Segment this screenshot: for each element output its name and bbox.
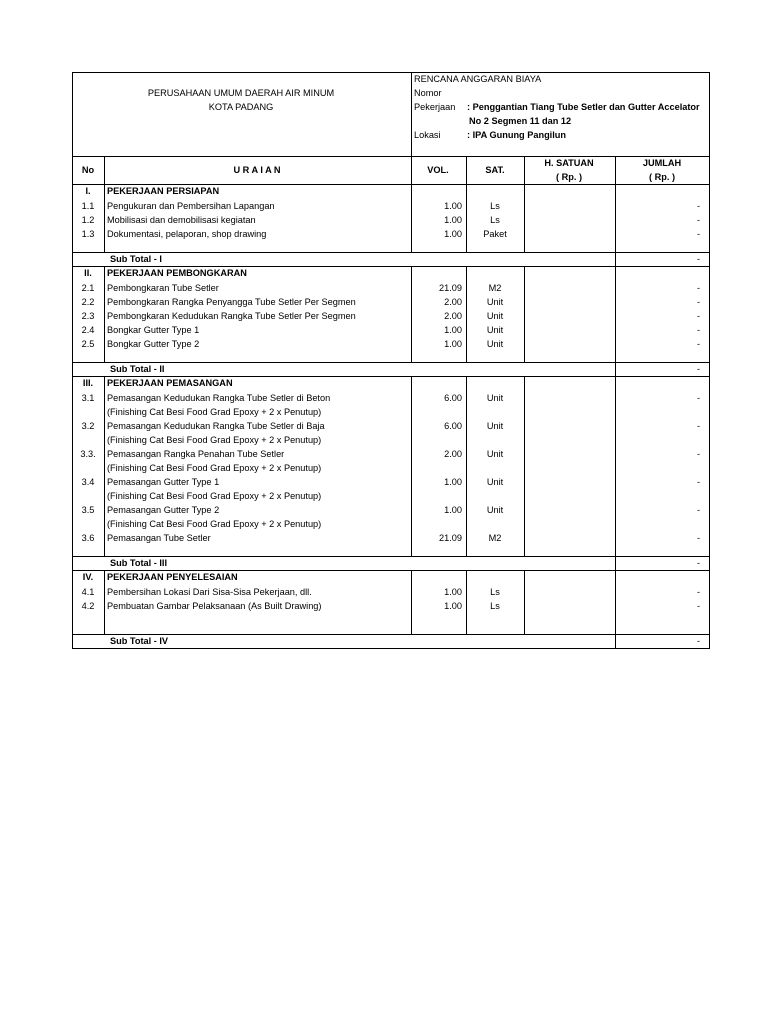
item-volume: 21.09 — [439, 533, 462, 543]
header-divider — [411, 72, 412, 156]
item-description: Pemasangan Gutter Type 2 — [107, 505, 220, 515]
item-description: Pemasangan Tube Setler — [107, 533, 211, 543]
item-unit: Unit — [486, 325, 504, 335]
col-divider-vol — [411, 571, 412, 634]
subtotal-label: Sub Total - II — [110, 364, 165, 374]
item-amount: - — [696, 421, 700, 431]
item-volume: 2.00 — [444, 449, 462, 459]
item-number: 2.1 — [81, 283, 95, 293]
item-description: Pengukuran dan Pembersihan Lapangan — [107, 201, 275, 211]
item-volume: 1.00 — [444, 339, 462, 349]
col-divider-no — [104, 571, 105, 634]
column-header-hsatuan: H. SATUAN — [544, 158, 594, 168]
section-title: PEKERJAAN PENYELESAIAN — [107, 572, 238, 582]
header-bottom-rule — [72, 156, 709, 157]
item-number: 3.1 — [81, 393, 95, 403]
document-title: RENCANA ANGGARAN BIAYA — [414, 74, 542, 84]
col-divider-sat — [466, 377, 467, 556]
pekerjaan-value-line2: No 2 Segmen 11 dan 12 — [469, 116, 572, 126]
item-number: 3.6 — [81, 533, 95, 543]
column-header-vol: VOL. — [427, 165, 449, 175]
subtotal-divider — [615, 362, 616, 376]
company-name: PERUSAHAAN UMUM DAERAH AIR MINUM — [147, 88, 335, 98]
item-amount: - — [696, 283, 700, 293]
item-description: Pemasangan Kedudukan Rangka Tube Setler di Beton — [107, 393, 331, 403]
item-note: (Finishing Cat Besi Food Grad Epoxy + 2 x Penutup) — [107, 463, 322, 473]
col-divider-sat — [466, 571, 467, 634]
item-unit: Unit — [486, 311, 504, 321]
item-volume: 6.00 — [444, 421, 462, 431]
item-unit: Ls — [490, 201, 500, 211]
item-unit: M2 — [488, 533, 502, 543]
item-number: 3.4 — [81, 477, 95, 487]
item-number: 3.5 — [81, 505, 95, 515]
item-unit: Unit — [486, 505, 504, 515]
col-divider-vol — [411, 267, 412, 362]
item-amount: - — [696, 311, 700, 321]
table-border-bottom — [72, 648, 710, 649]
item-unit: Ls — [490, 601, 500, 611]
item-amount: - — [696, 393, 700, 403]
item-description: Pembongkaran Rangka Penyangga Tube Setler Per Segmen — [107, 297, 356, 307]
subtotal-label: Sub Total - IV — [110, 636, 169, 646]
item-number: 3.3. — [80, 449, 96, 459]
column-header-no: No — [81, 165, 95, 175]
item-amount: - — [696, 505, 700, 515]
item-unit: Paket — [483, 229, 507, 239]
item-amount: - — [696, 587, 700, 597]
col-divider-no — [104, 156, 105, 184]
item-number: 1.3 — [81, 229, 95, 239]
item-amount: - — [696, 325, 700, 335]
item-description: Pemasangan Kedudukan Rangka Tube Setler di Baja — [107, 421, 325, 431]
table-border-right — [709, 72, 710, 649]
item-number: 1.1 — [81, 201, 95, 211]
item-note: (Finishing Cat Besi Food Grad Epoxy + 2 x Penutup) — [107, 519, 322, 529]
item-description: Pembongkaran Kedudukan Rangka Tube Setler Per Segmen — [107, 311, 356, 321]
company-city: KOTA PADANG — [208, 102, 274, 112]
item-unit: Unit — [486, 477, 504, 487]
col-divider-vol — [411, 377, 412, 556]
item-unit: Ls — [490, 587, 500, 597]
item-volume: 1.00 — [444, 325, 462, 335]
subtotal-top-rule — [72, 362, 709, 363]
item-volume: 2.00 — [444, 297, 462, 307]
item-description: Pemasangan Rangka Penahan Tube Setler — [107, 449, 285, 459]
item-volume: 1.00 — [444, 601, 462, 611]
col-divider-jumlah — [615, 185, 616, 252]
table-border-left — [72, 72, 73, 649]
item-amount: - — [696, 533, 700, 543]
column-header-sat: SAT. — [485, 165, 505, 175]
subtotal-divider — [615, 556, 616, 570]
item-note: (Finishing Cat Besi Food Grad Epoxy + 2 x Penutup) — [107, 407, 322, 417]
item-unit: M2 — [488, 283, 502, 293]
item-unit: Unit — [486, 339, 504, 349]
col-divider-hsatuan — [524, 156, 525, 184]
subtotal-amount: - — [696, 636, 700, 646]
section-title: PEKERJAAN PEMBONGKARAN — [107, 268, 247, 278]
column-header-jumlah-unit: ( Rp. ) — [648, 172, 676, 182]
column-header-jumlah: JUMLAH — [642, 158, 682, 168]
col-divider-sat — [466, 185, 467, 252]
item-unit: Unit — [486, 421, 504, 431]
pekerjaan-value: : Penggantian Tiang Tube Setler dan Gutter Accelator — [467, 102, 700, 112]
item-amount: - — [696, 477, 700, 487]
item-description: Pembersihan Lokasi Dari Sisa-Sisa Pekerjaan, dll. — [107, 587, 312, 597]
subtotal-label: Sub Total - I — [110, 254, 162, 264]
item-amount: - — [696, 449, 700, 459]
item-note: (Finishing Cat Besi Food Grad Epoxy + 2 x Penutup) — [107, 491, 322, 501]
column-header-hsatuan-unit: ( Rp. ) — [555, 172, 583, 182]
item-unit: Unit — [486, 297, 504, 307]
col-divider-vol — [411, 185, 412, 252]
nomor-label: Nomor — [414, 88, 442, 98]
item-description: Pembuatan Gambar Pelaksanaan (As Built Drawing) — [107, 601, 322, 611]
item-description: Dokumentasi, pelaporan, shop drawing — [107, 229, 267, 239]
item-volume: 1.00 — [444, 215, 462, 225]
column-header-uraian: U R A I A N — [233, 165, 281, 175]
subtotal-top-rule — [72, 556, 709, 557]
col-divider-jumlah — [615, 377, 616, 556]
item-number: 2.5 — [81, 339, 95, 349]
subtotal-divider — [615, 252, 616, 266]
pekerjaan-label: Pekerjaan — [414, 102, 456, 112]
col-divider-no — [104, 185, 105, 252]
item-number: 4.1 — [81, 587, 95, 597]
section-number: III. — [82, 378, 94, 388]
item-number: 3.2 — [81, 421, 95, 431]
col-divider-no — [104, 377, 105, 556]
section-title: PEKERJAAN PERSIAPAN — [107, 186, 220, 196]
item-number: 1.2 — [81, 215, 95, 225]
section-number: IV. — [82, 572, 94, 582]
item-amount: - — [696, 201, 700, 211]
col-divider-jumlah — [615, 571, 616, 634]
item-volume: 1.00 — [444, 505, 462, 515]
item-description: Bongkar Gutter Type 1 — [107, 325, 200, 335]
item-amount: - — [696, 229, 700, 239]
item-unit: Unit — [486, 449, 504, 459]
item-number: 2.3 — [81, 311, 95, 321]
item-number: 4.2 — [81, 601, 95, 611]
section-number: I. — [85, 186, 91, 196]
item-number: 2.2 — [81, 297, 95, 307]
subtotal-label: Sub Total - III — [110, 558, 167, 568]
item-volume: 6.00 — [444, 393, 462, 403]
item-description: Mobilisasi dan demobilisasi kegiatan — [107, 215, 256, 225]
item-amount: - — [696, 601, 700, 611]
subtotal-divider — [615, 634, 616, 648]
col-divider-hsatuan — [524, 267, 525, 362]
section-number: II. — [84, 268, 92, 278]
lokasi-label: Lokasi — [414, 130, 441, 140]
item-description: Pembongkaran Tube Setler — [107, 283, 219, 293]
item-amount: - — [696, 215, 700, 225]
col-divider-jumlah — [615, 156, 616, 184]
item-unit: Ls — [490, 215, 500, 225]
section-title: PEKERJAAN PEMASANGAN — [107, 378, 233, 388]
col-divider-hsatuan — [524, 377, 525, 556]
col-divider-sat — [466, 156, 467, 184]
col-divider-jumlah — [615, 267, 616, 362]
item-volume: 2.00 — [444, 311, 462, 321]
item-number: 2.4 — [81, 325, 95, 335]
item-description: Bongkar Gutter Type 2 — [107, 339, 200, 349]
subtotal-amount: - — [696, 364, 700, 374]
col-divider-sat — [466, 267, 467, 362]
item-volume: 1.00 — [444, 477, 462, 487]
subtotal-amount: - — [696, 254, 700, 264]
table-border-top — [72, 72, 710, 73]
item-amount: - — [696, 297, 700, 307]
subtotal-top-rule — [72, 252, 709, 253]
item-unit: Unit — [486, 393, 504, 403]
item-volume: 1.00 — [444, 229, 462, 239]
item-volume: 21.09 — [439, 283, 462, 293]
col-divider-no — [104, 267, 105, 362]
col-divider-hsatuan — [524, 571, 525, 634]
col-divider-hsatuan — [524, 185, 525, 252]
item-description: Pemasangan Gutter Type 1 — [107, 477, 220, 487]
lokasi-value: : IPA Gunung Pangilun — [467, 130, 567, 140]
subtotal-amount: - — [696, 558, 700, 568]
item-volume: 1.00 — [444, 201, 462, 211]
item-amount: - — [696, 339, 700, 349]
col-divider-vol — [411, 156, 412, 184]
item-note: (Finishing Cat Besi Food Grad Epoxy + 2 x Penutup) — [107, 435, 322, 445]
item-volume: 1.00 — [444, 587, 462, 597]
